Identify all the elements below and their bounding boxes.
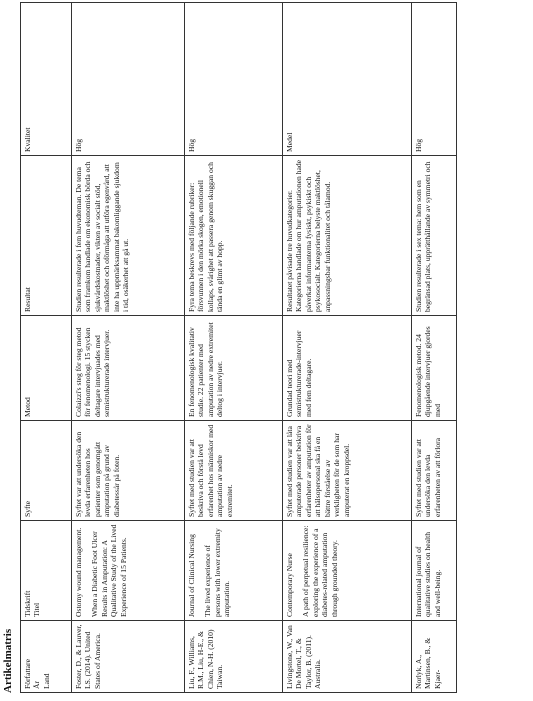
- table-row: [412, 3, 457, 693]
- cell-result: Fyra tema beskrevs med följande rubriker: försvunnen i den mörka skogen, emotionell kollaps, svårighet att passera genom skuggan och tända en glimt av hopp.: [185, 156, 283, 316]
- cell-author: Foster, D., & Lauver, LS. (2014). United States of America.: [72, 621, 185, 693]
- journal-name: Journal of Clinical Nursing: [187, 534, 196, 617]
- cell-quality: Medel: [283, 3, 412, 156]
- cell-result: Resultatet påvisade tre huvudkategorier. Kategorierna handlade om hur amputationen hade påverkat informanterna fysiskt, psykiskt och psykosocialt. Kategorierna belyste maktlöshet, anpassningsbar funktionalitet och tålamod.: [283, 156, 412, 316]
- header-quality: Kvalitet: [21, 3, 72, 156]
- cell-journal-title: [72, 521, 185, 621]
- cell-aim: Syftet med studien var att låta amputerade personer beskriva erfarenheter av amputation för att hälsopersonal ska få en bättre förståelse av verkligheten för de som har amputerat en kroppsdel.: [283, 421, 412, 521]
- header-journal: Tidskrift Titel: [21, 521, 72, 621]
- cell-aim: Syftet med studien var att undersöka den levda erfarenheten av att förlora: [412, 421, 457, 521]
- journal-name: International journal of qualitative studies on health and well-being.: [414, 532, 442, 617]
- page-heading: Artikelmatris: [2, 628, 14, 693]
- header-author: Författare År Land: [21, 621, 72, 693]
- cell-result: Studien resulterade i sex tema: hem som en begränsad plats, upprätthållande av symmetri och: [412, 156, 457, 316]
- journal-name: Ostomy wound management.: [74, 527, 83, 617]
- article-matrix-table: [20, 2, 457, 693]
- cell-quality: Hög: [185, 3, 283, 156]
- cell-method: En fenomenologisk kvalitativ studie. 22 patienter med amputation av nedre extremitet deltog i intervjuer.: [185, 316, 283, 421]
- cell-method: Fenomenologisk metod. 24 djupgående intervjuer gjordes med: [412, 316, 457, 421]
- article-title: The lived experience of persons with lower extremity amputation.: [203, 528, 232, 617]
- cell-aim: Syftet med studien var att beskriva och förstå levd erfarenhet hos människor med amputation av nedre extremitet.: [185, 421, 283, 521]
- cell-method: Colaizzi's steg för steg metod för fenomenologi. 15 stycken deltagare intervjuades med semistrukturerade intervjuer.: [72, 316, 185, 421]
- header-aim: Syfte: [21, 421, 72, 521]
- cell-journal-title: [185, 521, 283, 621]
- cell-quality: Hög: [72, 3, 185, 156]
- cell-journal-title: [283, 521, 412, 621]
- article-title: When a Diabetic Foot Ulcer Results in Amputation: A Qualitative Study of the Lived Experience of 15 Patients.: [90, 524, 128, 617]
- article-title: A path of perpetual resilience: exploring the experience of a diabetes-related amputation through grounded theory.: [301, 525, 339, 617]
- cell-author: Livingstone, W., Van De Mortel, T., & Taylor, B. (2011). Australia.: [283, 621, 412, 693]
- cell-result: Studien resulterade i fem huvudteman. De tema som framkom handlade om ekonomisk börda och sjukvårdskostnader, vikten av socialt stöd, maktlöshet och oförmåga att utföra egenvård, att inte ha uppmärksammat bakomliggande sjukdom i tid, osäkerhet att gå ut.: [72, 156, 185, 316]
- header-method: Metod: [21, 316, 72, 421]
- cell-author: Norlyk, A., Martinsen, B., & Kjaer-: [412, 621, 457, 693]
- cell-aim: Syftet var att undersöka den levda erfarenheten hos patienter som genomgått amputation på grund av diabetessår på foten.: [72, 421, 185, 521]
- table-row: [185, 3, 283, 693]
- header-row: [21, 3, 72, 693]
- table-row: [283, 3, 412, 693]
- journal-name: Contemporary Nurse: [285, 553, 294, 617]
- header-result: Resultat: [21, 156, 72, 316]
- cell-author: Liu, F., Williams, R.M., Liu, H-E., & Chien, N-H. (2010) Taiwan.: [185, 621, 283, 693]
- cell-journal-title: [412, 521, 457, 621]
- table-row: [72, 3, 185, 693]
- cell-method: Grundad teori med semistrukturerade-intervjuer med fem deltagare.: [283, 316, 412, 421]
- cell-quality: Hög: [412, 3, 457, 156]
